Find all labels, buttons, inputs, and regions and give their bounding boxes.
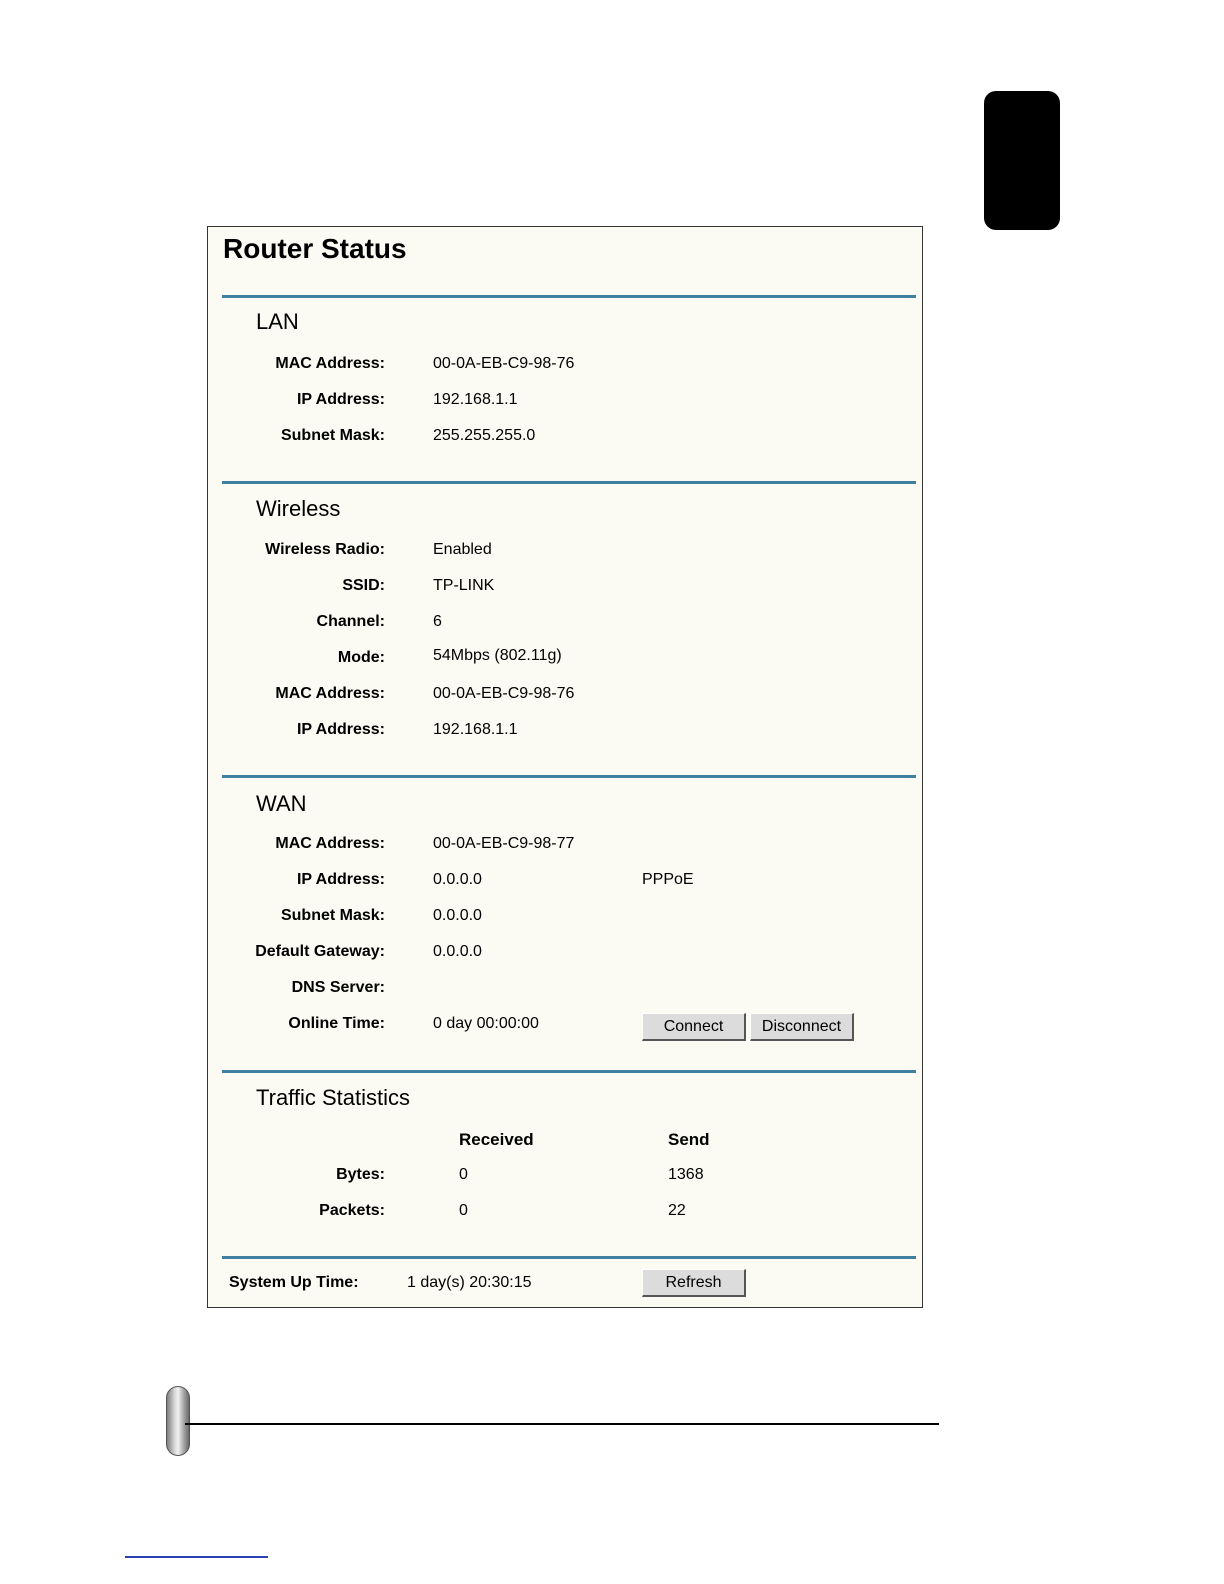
section-divider xyxy=(222,1256,916,1259)
wireless-ip-value: 192.168.1.1 xyxy=(433,721,518,738)
wireless-radio-value: Enabled xyxy=(433,541,492,558)
lan-mac-value: 00-0A-EB-C9-98-76 xyxy=(433,355,575,372)
wireless-ssid-label: SSID: xyxy=(342,577,385,594)
wan-mac-value: 00-0A-EB-C9-98-77 xyxy=(433,835,575,852)
wireless-radio-label: Wireless Radio: xyxy=(265,541,385,558)
packets-send-value: 22 xyxy=(668,1202,686,1219)
lan-subnet-label: Subnet Mask: xyxy=(280,427,385,444)
footer-rule xyxy=(185,1423,939,1425)
note-marker xyxy=(166,1386,190,1456)
received-column-header: Received xyxy=(459,1130,534,1149)
wan-ip-value: 0.0.0.0 xyxy=(433,871,482,888)
wan-connection-type: PPPoE xyxy=(642,871,694,888)
chapter-tab-marker xyxy=(984,91,1060,230)
traffic-heading: Traffic Statistics xyxy=(256,1085,411,1110)
section-divider xyxy=(222,295,916,298)
lan-mac-label: MAC Address: xyxy=(275,355,385,372)
connect-button[interactable]: Connect xyxy=(642,1013,746,1041)
wan-mac-label: MAC Address: xyxy=(275,835,385,852)
bytes-label: Bytes: xyxy=(336,1166,385,1183)
wan-heading: WAN xyxy=(256,791,307,816)
packets-label: Packets: xyxy=(319,1202,385,1219)
refresh-button[interactable]: Refresh xyxy=(642,1269,746,1297)
disconnect-button[interactable]: Disconnect xyxy=(750,1013,854,1041)
wireless-ssid-value: TP-LINK xyxy=(433,577,495,594)
page-footer-underline xyxy=(125,1556,268,1558)
section-divider xyxy=(222,775,916,778)
lan-subnet-value: 255.255.255.0 xyxy=(433,427,536,444)
section-divider xyxy=(222,481,916,484)
system-uptime-label: System Up Time: xyxy=(229,1274,359,1291)
wan-gateway-value: 0.0.0.0 xyxy=(433,943,482,960)
wireless-mac-label: MAC Address: xyxy=(275,685,385,702)
bytes-received-value: 0 xyxy=(459,1166,468,1183)
wireless-ip-label: IP Address: xyxy=(296,721,385,738)
packets-received-value: 0 xyxy=(459,1202,468,1219)
wireless-mode-value: 54Mbps (802.11g) xyxy=(433,647,562,664)
wan-subnet-value: 0.0.0.0 xyxy=(433,907,482,924)
page-title: Router Status xyxy=(223,233,407,264)
router-status-panel xyxy=(207,226,923,1308)
lan-ip-value: 192.168.1.1 xyxy=(433,391,518,408)
wireless-mac-value: 00-0A-EB-C9-98-76 xyxy=(433,685,575,702)
wireless-mode-label: Mode: xyxy=(337,649,385,666)
wireless-channel-value: 6 xyxy=(433,613,442,630)
wan-online-time-label: Online Time: xyxy=(288,1015,385,1032)
wan-subnet-label: Subnet Mask: xyxy=(280,907,385,924)
lan-ip-label: IP Address: xyxy=(296,391,385,408)
send-column-header: Send xyxy=(668,1130,710,1149)
wireless-channel-label: Channel: xyxy=(316,613,385,630)
wan-online-time-value: 0 day 00:00:00 xyxy=(433,1015,539,1032)
system-uptime-value: 1 day(s) 20:30:15 xyxy=(407,1274,532,1291)
bytes-send-value: 1368 xyxy=(668,1166,704,1183)
lan-heading: LAN xyxy=(256,309,299,334)
wan-dns-label: DNS Server: xyxy=(291,979,385,996)
section-divider xyxy=(222,1070,916,1073)
wan-gateway-label: Default Gateway: xyxy=(255,943,385,960)
wireless-heading: Wireless xyxy=(256,496,341,521)
wan-ip-label: IP Address: xyxy=(296,871,385,888)
